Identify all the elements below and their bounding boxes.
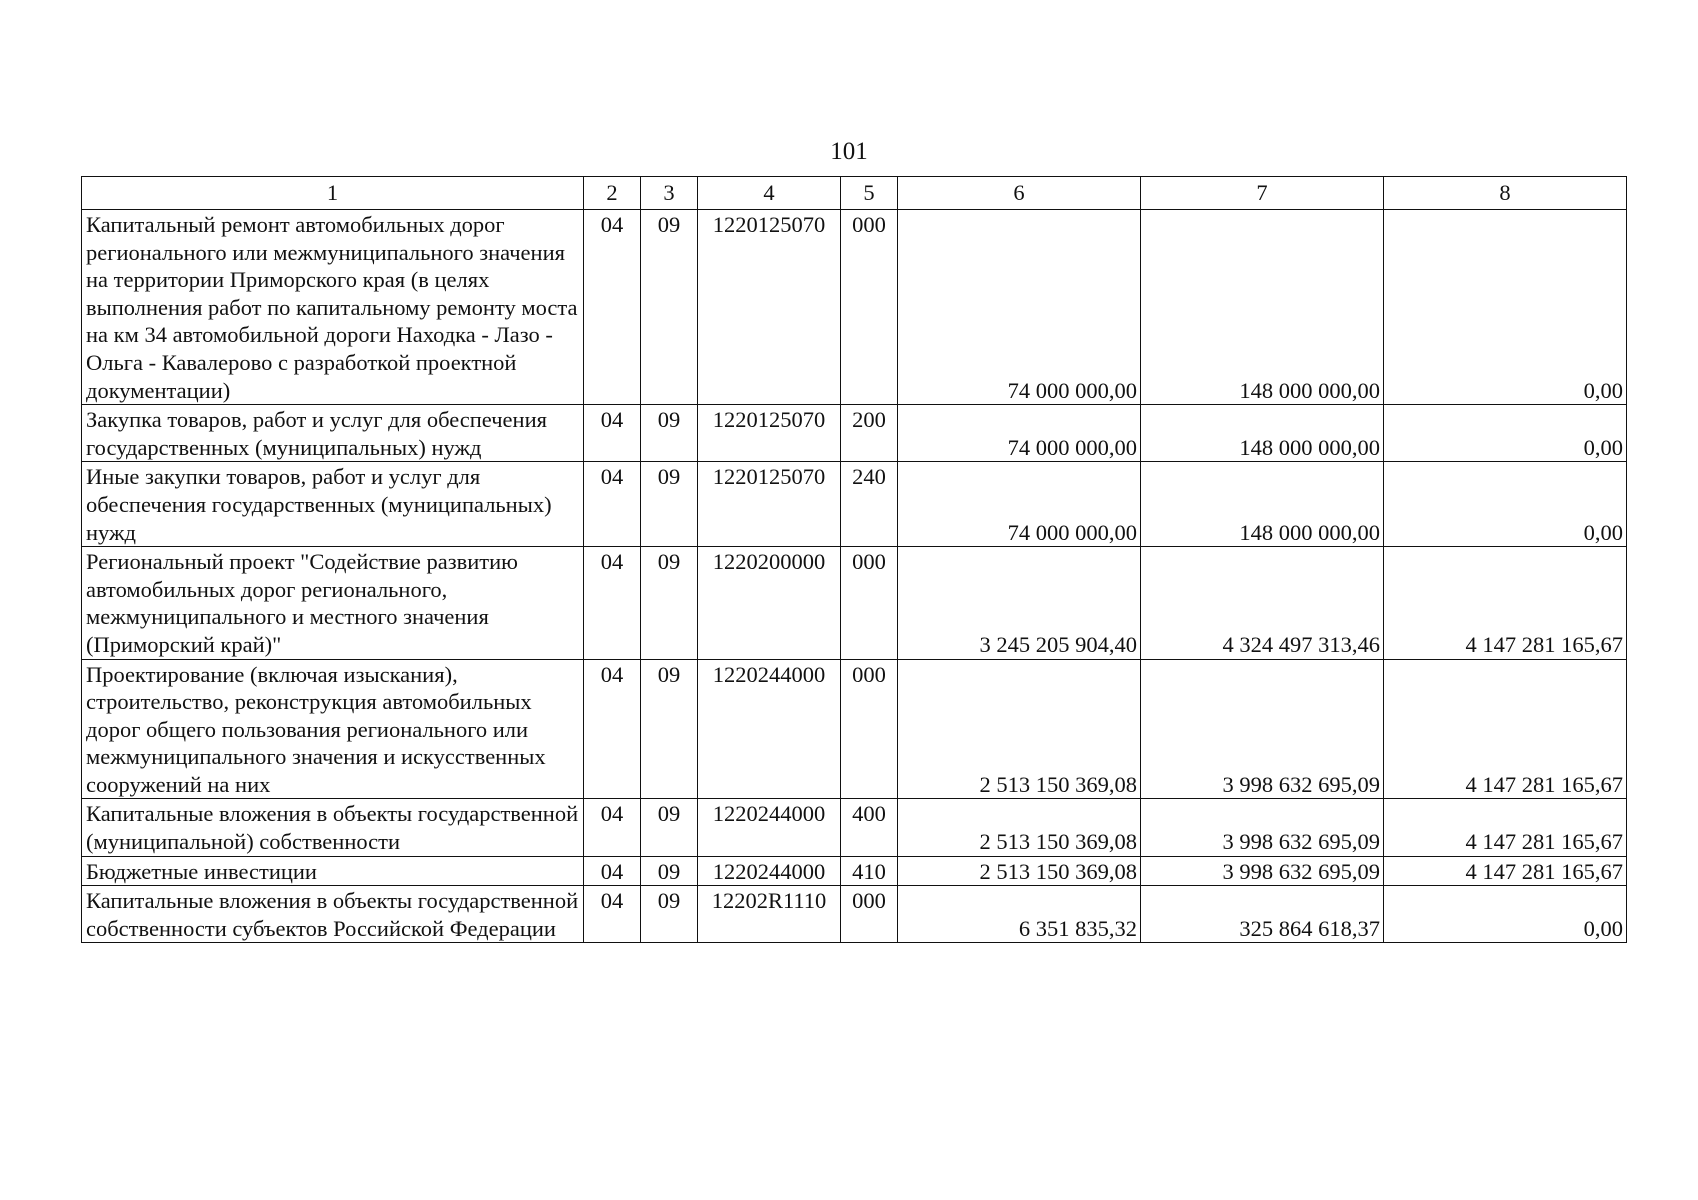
subsection-code: 09 <box>641 462 698 547</box>
page-number: 101 <box>830 138 868 165</box>
amount-col-6: 74 000 000,00 <box>898 405 1141 462</box>
row-name: Иные закупки товаров, работ и услуг для обеспечения государственных (муниципальных) нужд <box>82 462 584 547</box>
amount-col-7: 148 000 000,00 <box>1141 210 1384 405</box>
subsection-code: 09 <box>641 547 698 659</box>
header-cell-6: 6 <box>898 177 1141 210</box>
header-cell-1: 1 <box>82 177 584 210</box>
table-row <box>82 659 1627 799</box>
section-code: 04 <box>584 856 641 886</box>
subsection-code: 09 <box>641 210 698 405</box>
target-article-code: 1220125070 <box>698 210 841 405</box>
amount-col-8: 0,00 <box>1384 210 1627 405</box>
amount-col-6: 2 513 150 369,08 <box>898 659 1141 799</box>
table-row <box>82 210 1627 405</box>
expense-type-code: 000 <box>841 210 898 405</box>
subsection-code: 09 <box>641 856 698 886</box>
header-cell-7: 7 <box>1141 177 1384 210</box>
table-row <box>82 856 1627 886</box>
amount-col-8: 4 147 281 165,67 <box>1384 659 1627 799</box>
section-code: 04 <box>584 210 641 405</box>
header-cell-2: 2 <box>584 177 641 210</box>
table-row <box>82 405 1627 462</box>
table-row <box>82 799 1627 856</box>
row-name: Проектирование (включая изыскания), строительство, реконструкция автомобильных дорог общего пользования регионального или межмуниципального значения и искусственных сооружений на них <box>82 659 584 799</box>
amount-col-6: 2 513 150 369,08 <box>898 799 1141 856</box>
amount-col-8: 0,00 <box>1384 886 1627 943</box>
section-code: 04 <box>584 799 641 856</box>
target-article-code: 1220125070 <box>698 462 841 547</box>
row-name: Бюджетные инвестиции <box>82 856 584 886</box>
amount-col-8: 4 147 281 165,67 <box>1384 547 1627 659</box>
section-code: 04 <box>584 462 641 547</box>
expense-type-code: 000 <box>841 886 898 943</box>
amount-col-6: 3 245 205 904,40 <box>898 547 1141 659</box>
row-name: Региональный проект "Содействие развитию автомобильных дорог регионального, межмуниципального и местного значения (Приморский край)" <box>82 547 584 659</box>
table-header-row <box>82 177 1627 210</box>
amount-col-6: 2 513 150 369,08 <box>898 856 1141 886</box>
expense-type-code: 400 <box>841 799 898 856</box>
amount-col-7: 148 000 000,00 <box>1141 405 1384 462</box>
table-row <box>82 462 1627 547</box>
target-article-code: 1220200000 <box>698 547 841 659</box>
amount-col-7: 4 324 497 313,46 <box>1141 547 1384 659</box>
expense-type-code: 200 <box>841 405 898 462</box>
amount-col-8: 0,00 <box>1384 405 1627 462</box>
amount-col-7: 148 000 000,00 <box>1141 462 1384 547</box>
table-row <box>82 886 1627 943</box>
header-cell-4: 4 <box>698 177 841 210</box>
amount-col-6: 74 000 000,00 <box>898 210 1141 405</box>
row-name: Капитальный ремонт автомобильных дорог регионального или межмуниципального значения на территории Приморского края (в целях выполнения работ по капитальному ремонту моста на км 34 автомобильной дороги Находка - Лазо - Ольга - Кавалерово с разработкой проектной документации) <box>82 210 584 405</box>
expense-type-code: 000 <box>841 659 898 799</box>
target-article-code: 1220244000 <box>698 799 841 856</box>
section-code: 04 <box>584 659 641 799</box>
expense-type-code: 240 <box>841 462 898 547</box>
amount-col-6: 6 351 835,32 <box>898 886 1141 943</box>
subsection-code: 09 <box>641 886 698 943</box>
subsection-code: 09 <box>641 799 698 856</box>
section-code: 04 <box>584 886 641 943</box>
amount-col-8: 0,00 <box>1384 462 1627 547</box>
amount-col-7: 3 998 632 695,09 <box>1141 856 1384 886</box>
subsection-code: 09 <box>641 659 698 799</box>
target-article-code: 12202R1110 <box>698 886 841 943</box>
subsection-code: 09 <box>641 405 698 462</box>
row-name: Закупка товаров, работ и услуг для обеспечения государственных (муниципальных) нужд <box>82 405 584 462</box>
header-cell-5: 5 <box>841 177 898 210</box>
section-code: 04 <box>584 547 641 659</box>
row-name: Капитальные вложения в объекты государственной (муниципальной) собственности <box>82 799 584 856</box>
amount-col-7: 3 998 632 695,09 <box>1141 659 1384 799</box>
header-cell-8: 8 <box>1384 177 1627 210</box>
amount-col-6: 74 000 000,00 <box>898 462 1141 547</box>
budget-table <box>81 176 1627 943</box>
header-cell-3: 3 <box>641 177 698 210</box>
section-code: 04 <box>584 405 641 462</box>
expense-type-code: 000 <box>841 547 898 659</box>
amount-col-7: 325 864 618,37 <box>1141 886 1384 943</box>
target-article-code: 1220125070 <box>698 405 841 462</box>
target-article-code: 1220244000 <box>698 659 841 799</box>
table-row <box>82 547 1627 659</box>
target-article-code: 1220244000 <box>698 856 841 886</box>
amount-col-8: 4 147 281 165,67 <box>1384 856 1627 886</box>
amount-col-8: 4 147 281 165,67 <box>1384 799 1627 856</box>
row-name: Капитальные вложения в объекты государственной собственности субъектов Российской Федерации <box>82 886 584 943</box>
amount-col-7: 3 998 632 695,09 <box>1141 799 1384 856</box>
expense-type-code: 410 <box>841 856 898 886</box>
